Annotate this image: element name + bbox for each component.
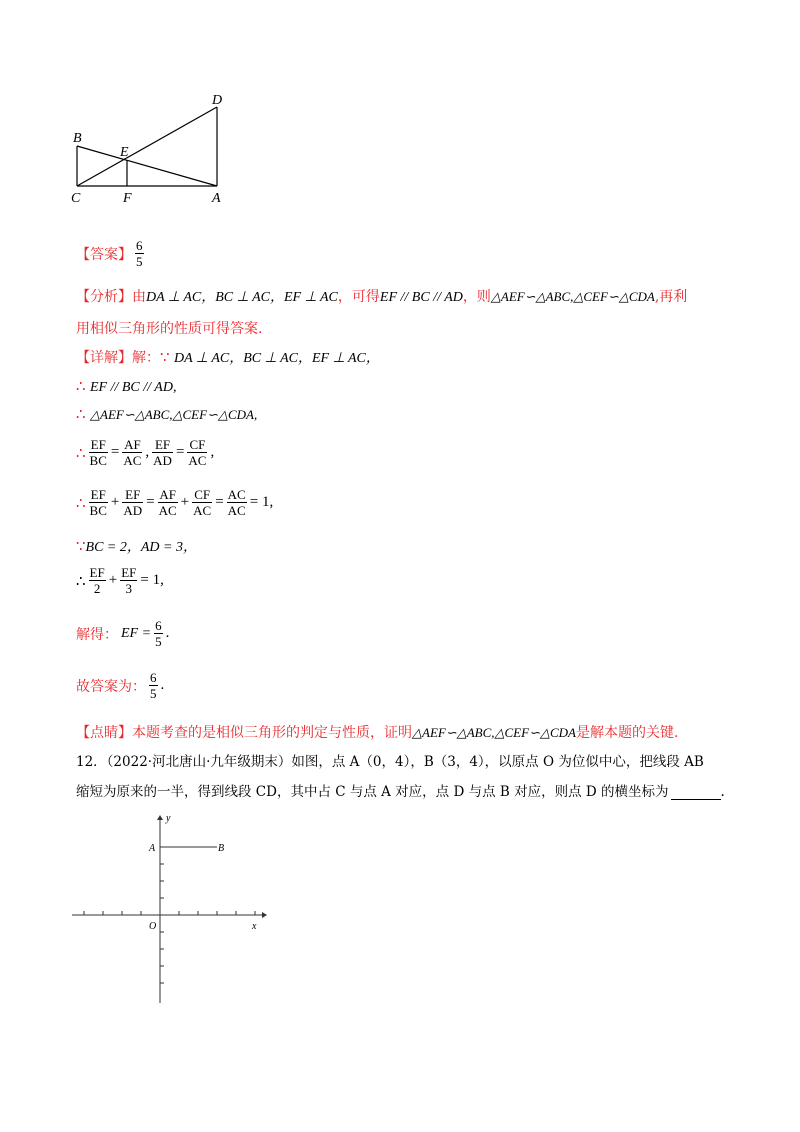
comment-text-1: 本题考查的是相似三角形的判定与性质，证明 bbox=[132, 725, 412, 741]
equals-sign: = bbox=[146, 494, 155, 510]
answer-fraction bbox=[135, 238, 144, 269]
fraction bbox=[122, 487, 143, 518]
point-a-label: A bbox=[149, 843, 156, 854]
fraction bbox=[158, 487, 178, 518]
fraction-num: 6 bbox=[155, 618, 162, 633]
origin-label: O bbox=[149, 921, 157, 932]
analysis-math-1: DA ⊥ AC，BC ⊥ AC，EF ⊥ AC bbox=[146, 290, 338, 305]
q12-line2-text: 缩短为原来的一半，得到线段 CD，其中占 C 与点 A 对应，点 D 与点 B 对应，则点 D 的横坐标为 bbox=[76, 784, 669, 800]
therefore-symbol: ∴ bbox=[76, 493, 86, 512]
label-e: E bbox=[120, 145, 129, 160]
therefore-symbol: ∴ bbox=[76, 571, 86, 590]
because-symbol: ∵ bbox=[160, 348, 170, 366]
analysis-math-2: EF // BC // AD bbox=[379, 290, 463, 305]
analysis-text-3: ，则 bbox=[462, 289, 491, 305]
fraction-num: AC bbox=[227, 487, 246, 502]
analysis-line1 bbox=[76, 286, 687, 306]
answer-num: 6 bbox=[136, 238, 143, 253]
analysis-math-3: △AEF∽△ABC,△CEF∽△CDA bbox=[490, 289, 655, 304]
detail-text-1: 解： bbox=[132, 350, 160, 366]
fraction-num: 6 bbox=[150, 670, 157, 685]
fraction-num: EF bbox=[89, 437, 108, 453]
fraction bbox=[89, 565, 106, 596]
period: . bbox=[160, 677, 165, 693]
label-c: C bbox=[71, 191, 81, 206]
answer-tag: 【答案】 bbox=[76, 246, 132, 263]
coordinate-figure bbox=[62, 808, 282, 1008]
therefore-symbol: ∴ bbox=[76, 377, 86, 395]
equals-sign: = bbox=[110, 444, 120, 460]
detail-line6 bbox=[76, 536, 197, 556]
equation-tail: = 1, bbox=[140, 572, 164, 588]
fraction-num: EF bbox=[152, 437, 173, 453]
detail-math-6: BC = 2，AD = 3， bbox=[85, 540, 197, 555]
fraction-den: BC bbox=[89, 503, 107, 518]
equation-tail: = 1, bbox=[249, 494, 274, 510]
fraction-den: BC bbox=[89, 453, 107, 468]
comma: , bbox=[145, 444, 150, 460]
fraction-den: 5 bbox=[150, 686, 157, 701]
triangle-figure bbox=[60, 90, 240, 210]
plus-sign: + bbox=[108, 572, 118, 588]
fraction-num: EF bbox=[122, 487, 143, 503]
fraction-den: 3 bbox=[125, 581, 133, 596]
detail-line5 bbox=[76, 487, 273, 518]
label-a: A bbox=[212, 191, 221, 206]
x-arrow-icon bbox=[262, 912, 267, 918]
fraction bbox=[192, 487, 212, 518]
detail-math-1: DA ⊥ AC，BC ⊥ AC，EF ⊥ AC， bbox=[174, 351, 380, 366]
solve-lhs: EF = bbox=[121, 625, 152, 641]
fraction bbox=[187, 437, 207, 468]
segment-ba bbox=[77, 146, 217, 186]
detail-line3 bbox=[76, 405, 257, 423]
detail-math-3: △AEF∽△ABC,△CEF∽△CDA, bbox=[90, 407, 258, 422]
label-b: B bbox=[73, 131, 82, 146]
comment-line bbox=[76, 722, 678, 742]
plus-sign: + bbox=[110, 494, 120, 510]
final-answer-line bbox=[76, 670, 164, 701]
fraction-den: AD bbox=[153, 453, 172, 468]
fraction bbox=[89, 437, 108, 468]
solve-label: 解得： bbox=[76, 626, 118, 643]
fraction-num: CF bbox=[187, 437, 207, 453]
final-label: 故答案为： bbox=[76, 678, 146, 695]
fraction bbox=[120, 565, 137, 596]
fraction-num: EF bbox=[89, 487, 108, 503]
y-arrow-icon bbox=[157, 815, 163, 820]
equals-sign: = bbox=[215, 494, 224, 510]
analysis-text-1: 由 bbox=[132, 289, 146, 305]
fraction-den: 2 bbox=[93, 581, 101, 596]
detail-line1 bbox=[76, 347, 380, 367]
x-axis-label: x bbox=[252, 921, 257, 932]
fraction bbox=[152, 437, 173, 468]
fraction-num: AF bbox=[159, 487, 176, 502]
therefore-symbol: ∴ bbox=[76, 443, 86, 462]
answer-blank bbox=[671, 787, 721, 800]
analysis-tag: 【分析】 bbox=[76, 289, 132, 305]
detail-line4 bbox=[76, 437, 214, 468]
plus-sign: + bbox=[180, 494, 190, 510]
final-fraction bbox=[149, 670, 158, 701]
comment-tag: 【点睛】 bbox=[76, 725, 132, 741]
period: . bbox=[720, 784, 725, 800]
fraction bbox=[89, 487, 108, 518]
fraction bbox=[122, 437, 142, 468]
solve-line bbox=[76, 618, 169, 649]
fraction-den: AC bbox=[227, 503, 246, 518]
analysis-line2: 用相似三角形的性质可得答案. bbox=[76, 321, 263, 337]
detail-tag: 【详解】 bbox=[76, 350, 132, 366]
fraction-num: EF bbox=[89, 565, 105, 580]
because-symbol: ∵ bbox=[76, 537, 86, 555]
detail-line2 bbox=[76, 377, 176, 396]
q12-line2 bbox=[76, 780, 725, 800]
comment-text-2: 是解本题的关键. bbox=[575, 725, 679, 741]
equals-sign: = bbox=[175, 444, 185, 460]
fraction-den: 5 bbox=[155, 634, 162, 649]
fraction-num: CF bbox=[192, 487, 212, 503]
segment-cd bbox=[77, 107, 217, 186]
fraction-den: AC bbox=[123, 453, 142, 468]
point-b-label: B bbox=[218, 843, 225, 854]
fraction-den: AC bbox=[193, 503, 212, 518]
analysis-text-2: ，可得 bbox=[337, 289, 380, 305]
fraction-den: AD bbox=[123, 503, 143, 518]
comma: , bbox=[210, 444, 215, 460]
comment-math: △AEF∽△ABC,△CEF∽△CDA bbox=[412, 725, 576, 740]
fraction-den: AC bbox=[158, 503, 177, 518]
solve-fraction bbox=[154, 618, 163, 649]
fraction-num: AF bbox=[124, 437, 141, 452]
fraction-den: AC bbox=[188, 453, 207, 468]
y-axis-label: y bbox=[166, 813, 171, 824]
fraction-num: EF bbox=[121, 565, 137, 580]
answer-den: 5 bbox=[136, 254, 143, 269]
fraction bbox=[227, 487, 247, 518]
period: . bbox=[165, 625, 170, 641]
analysis-text-4: ,再利 bbox=[654, 289, 688, 305]
therefore-symbol: ∴ bbox=[76, 405, 86, 423]
detail-line7 bbox=[76, 565, 164, 596]
detail-math-2: EF // BC // AD, bbox=[90, 380, 177, 395]
answer-row bbox=[76, 238, 144, 269]
label-f: F bbox=[123, 191, 132, 206]
q12-line1: 12．（2022·河北唐山·九年级期末）如图，点 A（0，4），B（3，4），以原点 O 为位似中心，把线段 AB bbox=[76, 754, 704, 770]
label-d: D bbox=[212, 93, 223, 108]
